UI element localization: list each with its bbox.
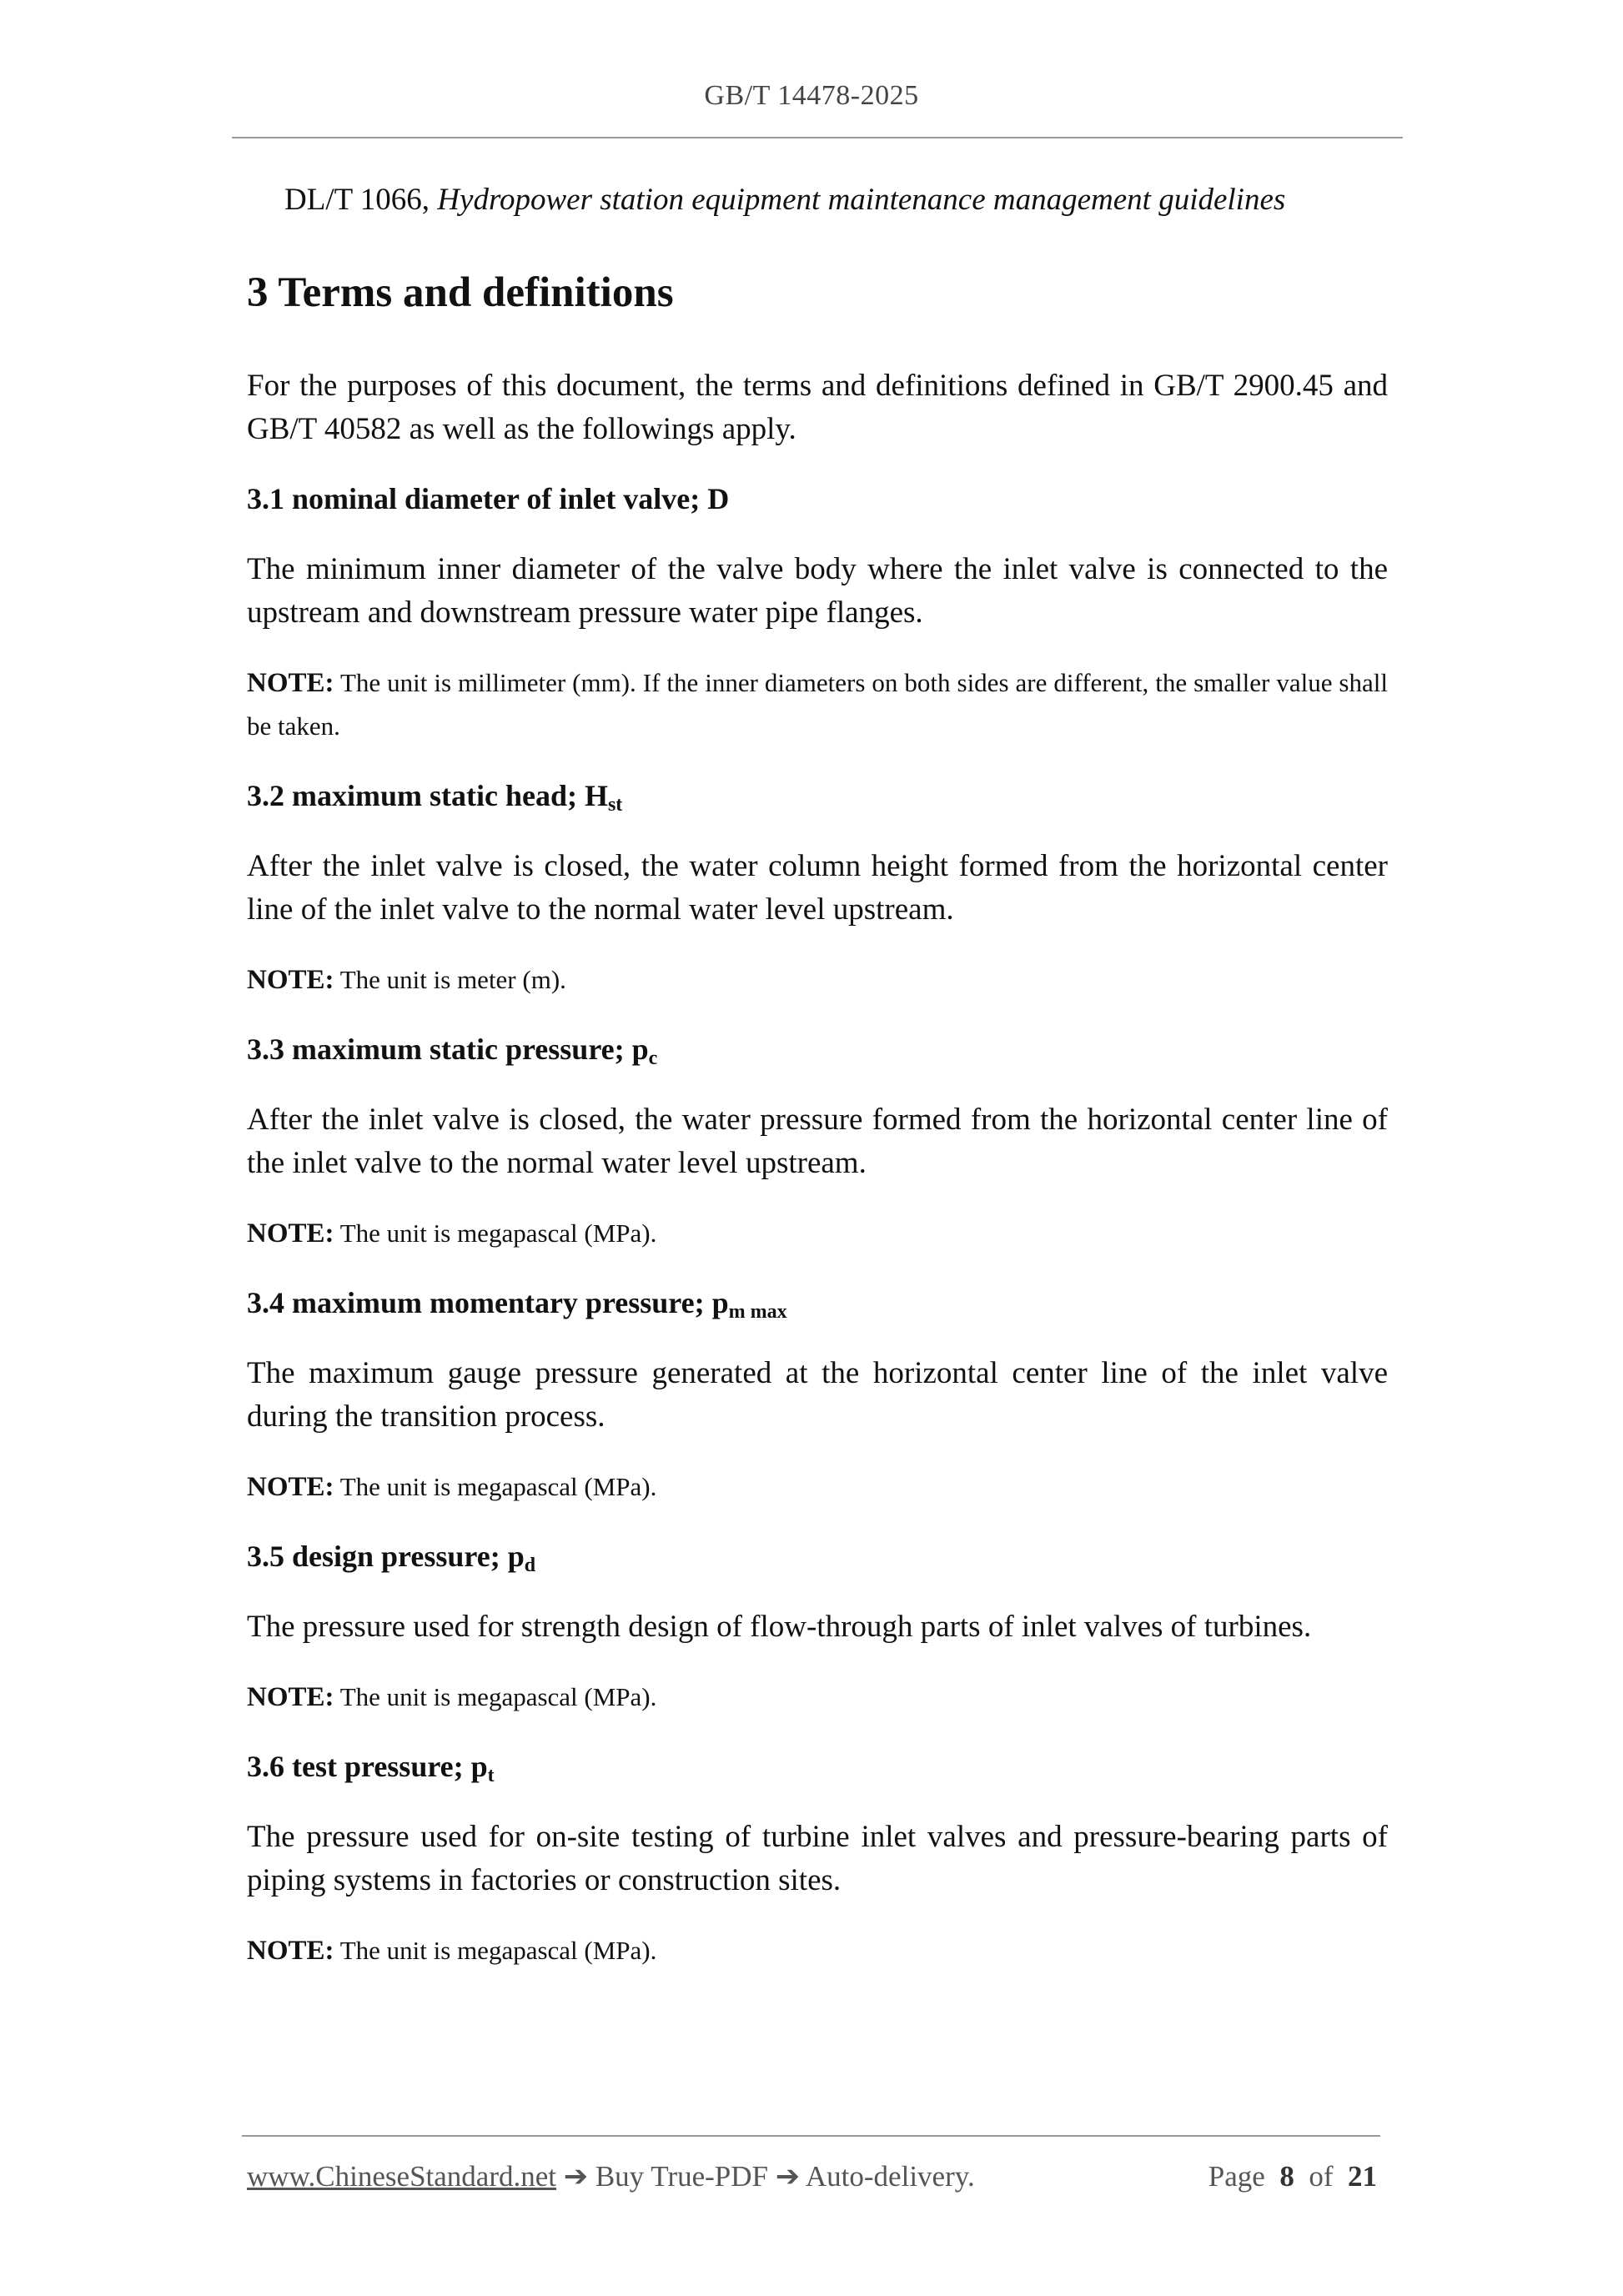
page-header: GB/T 14478-2025 xyxy=(704,80,919,111)
term-symbol-subscript: t xyxy=(487,1765,495,1786)
section-title: 3 Terms and definitions xyxy=(247,269,674,316)
total-pages: 21 xyxy=(1348,2160,1377,2193)
note-label: NOTE: xyxy=(247,1682,334,1712)
term-symbol-subscript: st xyxy=(607,794,623,816)
note-label: NOTE: xyxy=(247,1936,334,1966)
term-definition: The pressure used for on-site testing of turbine inlet valves and pressure-bearing parts of piping systems in factories or construction sites. xyxy=(247,1820,1388,1897)
buy-pdf-link[interactable]: Buy True-PDF xyxy=(595,2160,768,2193)
term-note xyxy=(247,1929,1388,1972)
note-label: NOTE: xyxy=(247,1472,334,1502)
term-heading xyxy=(247,1028,1388,1070)
term-definition: After the inlet valve is closed, the water pressure formed from the horizontal center line of the inlet valve to the normal water level upstream. xyxy=(247,1103,1388,1180)
auto-delivery-text: Auto-delivery. xyxy=(805,2160,975,2193)
page-label: Page xyxy=(1208,2160,1265,2193)
term-heading-text: 3.1 nominal diameter of inlet valve; D xyxy=(247,482,730,515)
term-heading-text: 3.4 maximum momentary pressure; p xyxy=(247,1286,729,1319)
note-label: NOTE: xyxy=(247,965,334,995)
term-heading xyxy=(247,775,1388,816)
term-definition: The maximum gauge pressure generated at the horizontal center line of the inlet valve during the transition process. xyxy=(247,1356,1388,1434)
term-heading xyxy=(247,1535,1388,1577)
note-text: The unit is megapascal (MPa). xyxy=(339,1936,657,1965)
term-entry xyxy=(247,1535,1388,1719)
term-entry xyxy=(247,775,1388,1002)
term-definition: The minimum inner diameter of the valve body where the inlet valve is connected to the upstream and downstream pressure water pipe flanges. xyxy=(247,552,1388,630)
note-text: The unit is millimeter (mm). If the inner diameters on both sides are different, the smaller value shall be taken. xyxy=(247,668,1388,741)
term-definition: The pressure used for strength design of flow-through parts of inlet valves of turbines. xyxy=(247,1610,1312,1644)
term-entry xyxy=(247,1746,1388,1972)
term-note xyxy=(247,661,1388,748)
term-definition: After the inlet valve is closed, the water column height formed from the horizontal center line of the inlet valve to the normal water level upstream. xyxy=(247,849,1388,927)
section-intro: For the purposes of this document, the terms and definitions defined in GB/T 2900.45 and GB/T 40582 as well as the followings apply. xyxy=(247,369,1388,446)
term-entry xyxy=(247,478,1388,748)
arrow-right-icon: ➔ xyxy=(775,2160,801,2193)
page-number: 8 xyxy=(1279,2160,1294,2193)
note-label: NOTE: xyxy=(247,1218,334,1248)
term-heading-text: 3.5 design pressure; p xyxy=(247,1540,525,1573)
term-heading-text: 3.3 maximum static pressure; p xyxy=(247,1032,649,1066)
term-entry xyxy=(247,1028,1388,1255)
term-symbol-subscript: c xyxy=(648,1048,658,1069)
term-heading-text: 3.6 test pressure; p xyxy=(247,1750,488,1783)
term-note xyxy=(247,1676,1388,1719)
of-label: of xyxy=(1309,2160,1334,2193)
website-link[interactable]: www.ChineseStandard.net xyxy=(247,2160,556,2193)
note-text: The unit is meter (m). xyxy=(339,965,566,994)
header-divider xyxy=(232,137,1403,138)
term-note xyxy=(247,1212,1388,1255)
note-text: The unit is megapascal (MPa). xyxy=(339,1682,657,1711)
note-text: The unit is megapascal (MPa). xyxy=(339,1472,657,1501)
page-counter xyxy=(1208,2160,1377,2193)
note-label: NOTE: xyxy=(247,668,334,698)
arrow-right-icon: ➔ xyxy=(563,2160,589,2193)
term-heading xyxy=(247,1746,1388,1787)
normative-reference xyxy=(284,178,1388,223)
term-heading-text: 3.2 maximum static head; H xyxy=(247,779,608,812)
term-note xyxy=(247,1465,1388,1509)
footer-divider xyxy=(242,2135,1380,2137)
reference-title: Hydropower station equipment maintenance management guidelines xyxy=(437,183,1286,217)
term-note xyxy=(247,958,1388,1002)
term-symbol-subscript: m max xyxy=(728,1301,787,1323)
term-heading xyxy=(247,1282,1388,1324)
note-text: The unit is megapascal (MPa). xyxy=(339,1218,657,1248)
term-entry xyxy=(247,1282,1388,1509)
term-symbol-subscript: d xyxy=(524,1555,536,1576)
footer-promo xyxy=(247,2160,975,2193)
term-heading xyxy=(247,478,1388,520)
document-body xyxy=(247,171,1388,1972)
reference-code: DL/T 1066, xyxy=(284,183,430,217)
